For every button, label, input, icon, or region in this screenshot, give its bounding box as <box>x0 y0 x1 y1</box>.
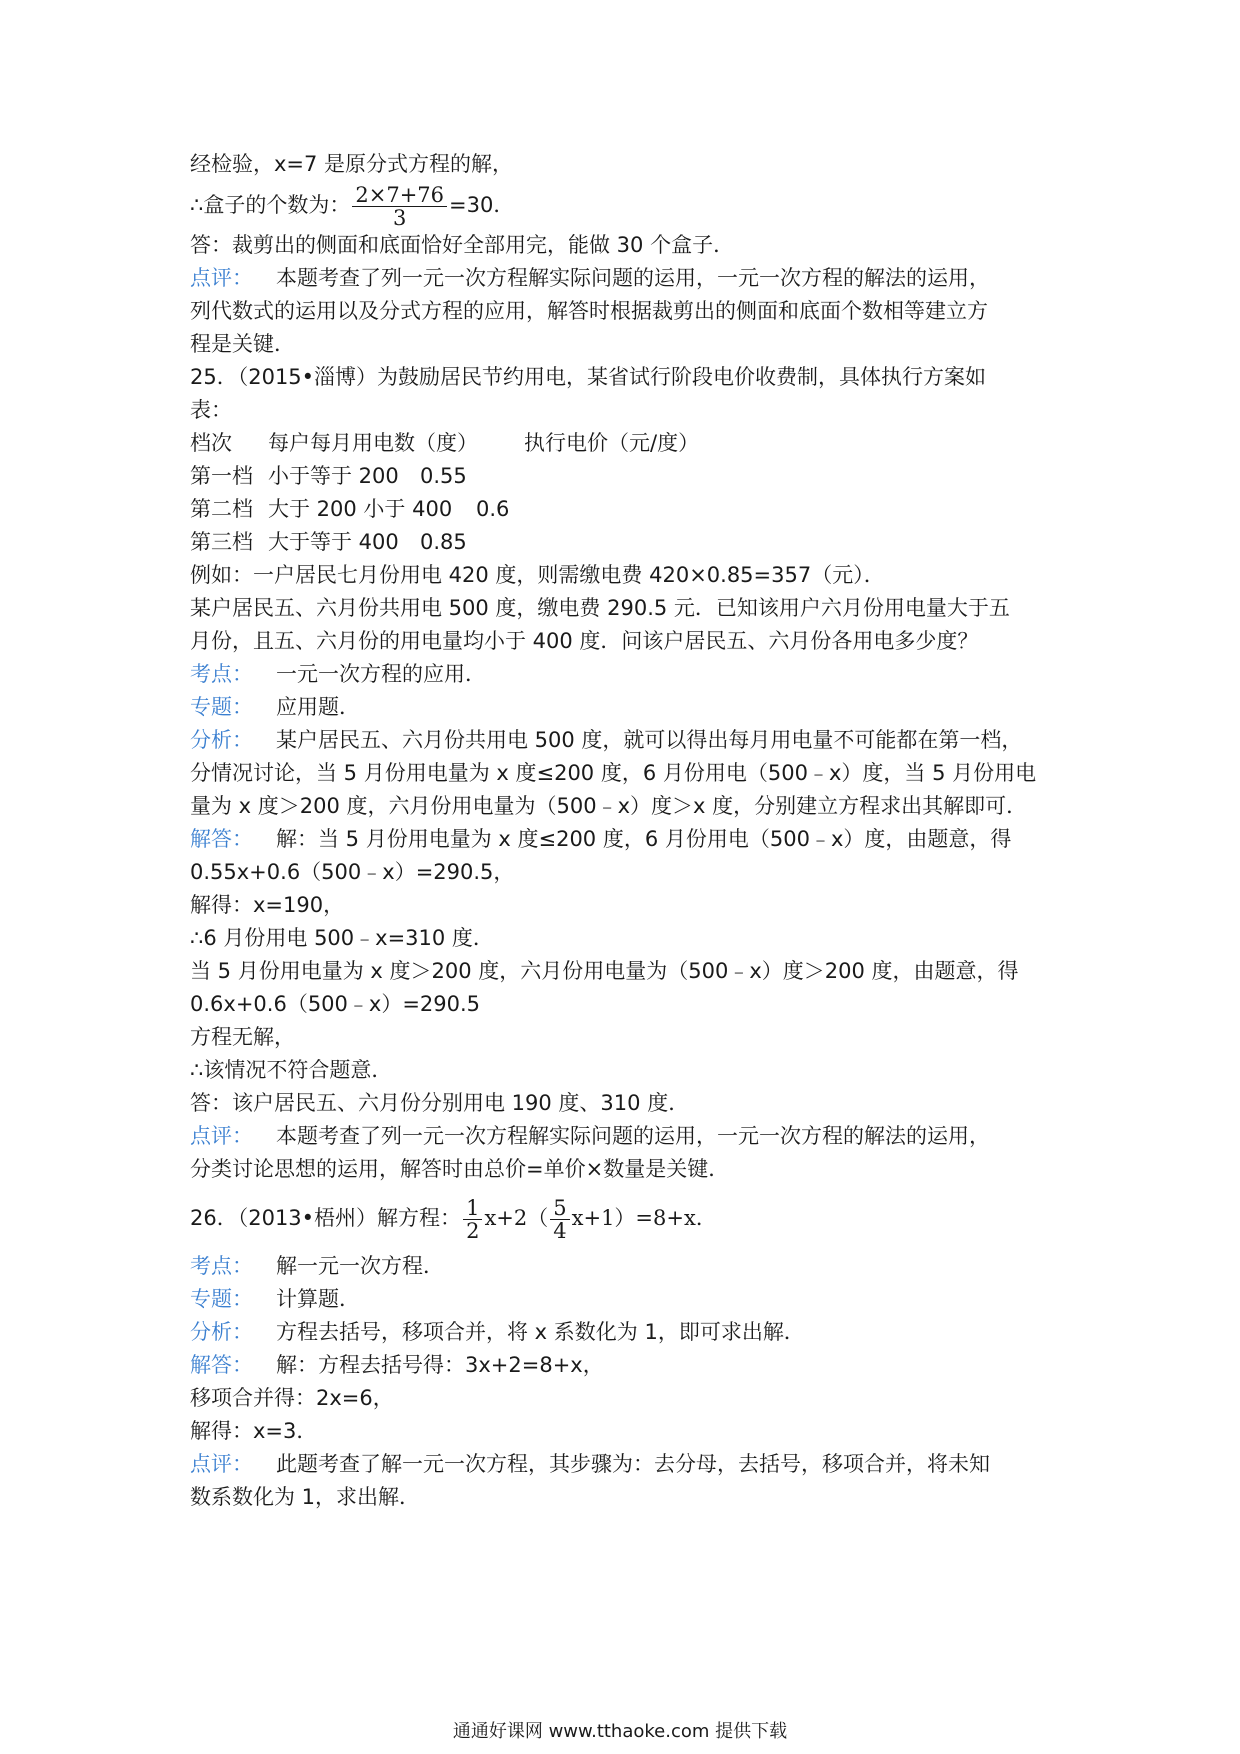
table-cell: 大于等于 400 <box>268 530 399 554</box>
text-line: 解得：x=3． <box>190 1419 318 1443</box>
fraction <box>550 1197 569 1242</box>
text-line: 分类讨论思想的运用，解答时由总价=单价×数量是关键． <box>190 1157 730 1181</box>
text-line: 程是关键． <box>190 332 295 356</box>
fraction <box>352 184 447 229</box>
fraction-numerator: 1 <box>463 1197 482 1220</box>
answer-line: 答：该户居民五、六月份分别用电 190 度、310 度． <box>190 1091 690 1115</box>
table-header-cell: 执行电价（元/度） <box>524 431 700 455</box>
fraction <box>463 1197 482 1242</box>
dianping-tag: 点评： <box>190 1452 253 1476</box>
text-line: 某户居民五、六月份共用电 500 度，缴电费 290.5 元．已知该用户六月份用电量大于五 <box>190 596 1010 620</box>
text-segment: 此题考查了解一元一次方程，其步骤为：去分母，去括号，移项合并，将未知 <box>276 1452 990 1476</box>
zhuanti-tag: 专题： <box>190 1287 253 1311</box>
answer-line: 答：裁剪出的侧面和底面恰好全部用完，能做 30 个盒子． <box>190 233 735 257</box>
zhuanti-line <box>190 691 1060 724</box>
fraction-denominator: 3 <box>393 205 407 230</box>
jieda-tag: 解答： <box>190 1353 253 1377</box>
table-row <box>190 493 1060 526</box>
fraction-numerator: 2×7+76 <box>352 184 447 207</box>
text-segment: 解：当 5 月份用电量为 x 度≤200 度，6 月份用电（500﹣x）度，由题意，得 <box>276 827 1012 851</box>
text-line: 例如：一户居民七月份用电 420 度，则需缴电费 420×0.85=357（元）． <box>190 563 885 587</box>
question-stem: 25．（2015•淄博）为鼓励居民节约用电，某省试行阶段电价收费制，具体执行方案如 <box>190 365 987 389</box>
text-line: 0.55x+0.6（500﹣x）=290.5， <box>190 860 515 884</box>
kaodian-tag: 考点： <box>190 662 253 686</box>
text-line: 分情况讨论，当 5 月份用电量为 x 度≤200 度，6 月份用电（500﹣x）度，当 5 月份用电 <box>190 761 1037 785</box>
text-line: ∴该情况不符合题意． <box>190 1058 393 1082</box>
question-stem <box>190 1186 1060 1250</box>
kaodian-line <box>190 1250 1060 1283</box>
fraction-denominator: 2 <box>466 1218 480 1243</box>
fenxi-tag: 分析： <box>190 1320 253 1344</box>
fenxi-line <box>190 724 1060 757</box>
text-line: 列代数式的运用以及分式方程的应用，解答时根据裁剪出的侧面和底面个数相等建立方 <box>190 299 988 323</box>
table-cell: 大于 200 小于 400 <box>268 497 453 521</box>
text-line: 月份，且五、六月份的用电量均小于 400 度．问该户居民五、六月份各用电多少度？ <box>190 629 979 653</box>
text-line: 移项合并得：2x=6， <box>190 1386 394 1410</box>
dianping-line <box>190 1448 1060 1481</box>
zhuanti-tag: 专题： <box>190 695 253 719</box>
table-cell: 第三档 <box>190 530 253 554</box>
text-segment: ∴盒子的个数为： <box>190 193 351 217</box>
table-row <box>190 526 1060 559</box>
table-header-cell: 档次 <box>190 431 232 455</box>
table-header-cell: 每户每月用电数（度） <box>268 431 478 455</box>
fenxi-tag: 分析： <box>190 728 253 752</box>
text-segment: 本题考查了列一元一次方程解实际问题的运用，一元一次方程的解法的运用， <box>276 266 990 290</box>
text-line: 表： <box>190 398 232 422</box>
table-row <box>190 460 1060 493</box>
text-line: 量为 x 度＞200 度，六月份用电量为（500﹣x）度＞x 度，分别建立方程求出其解即可． <box>190 794 1028 818</box>
table-cell: 0.6 <box>476 497 510 521</box>
text-line: 数系数化为 1，求出解． <box>190 1485 421 1509</box>
text-segment: 方程去括号，移项合并，将 x 系数化为 1，即可求出解． <box>276 1320 805 1344</box>
text-segment: =30． <box>449 193 515 217</box>
kaodian-tag: 考点： <box>190 1254 253 1278</box>
text-segment: 某户居民五、六月份共用电 500 度，就可以得出每月用电量不可能都在第一档， <box>276 728 1023 752</box>
comment-tag: 点评： <box>190 266 253 290</box>
jieda-tag: 解答： <box>190 827 253 851</box>
fraction-denominator: 4 <box>553 1218 567 1243</box>
formula-line <box>190 181 1060 229</box>
document-body <box>190 148 1060 1514</box>
text-segment: 应用题． <box>276 695 360 719</box>
table-cell: 第一档 <box>190 464 253 488</box>
dianping-line <box>190 1120 1060 1153</box>
table-cell: 0.55 <box>420 464 467 488</box>
table-cell: 小于等于 200 <box>268 464 399 488</box>
text-segment: 26．（2013•梧州）解方程： <box>190 1206 462 1230</box>
text-line: 当 5 月份用电量为 x 度＞200 度，六月份用电量为（500﹣x）度＞200 度，由题意，得 <box>190 959 1019 983</box>
math-segment: x+2（ <box>484 1206 549 1230</box>
table-cell: 0.85 <box>420 530 467 554</box>
fraction-numerator: 5 <box>550 1197 569 1220</box>
jieda-line <box>190 1349 1060 1382</box>
text-segment: 一元一次方程的应用． <box>276 662 486 686</box>
text-line: 解得：x=190， <box>190 893 345 917</box>
text-line: 方程无解， <box>190 1025 295 1049</box>
dianping-tag: 点评： <box>190 1124 253 1148</box>
page-footer: 通通好课网 www.tthaoke.com 提供下载 <box>452 1721 788 1742</box>
comment-line <box>190 262 1060 295</box>
text-line: ∴6 月份用电 500﹣x=310 度． <box>190 926 494 950</box>
jieda-line <box>190 823 1060 856</box>
fenxi-line <box>190 1316 1060 1349</box>
kaodian-line <box>190 658 1060 691</box>
text-segment: 解：方程去括号得：3x+2=8+x， <box>276 1353 604 1377</box>
text-segment: 本题考查了列一元一次方程解实际问题的运用，一元一次方程的解法的运用， <box>276 1124 990 1148</box>
table-cell: 第二档 <box>190 497 253 521</box>
text-line: 经检验，x=7 是原分式方程的解， <box>190 152 514 176</box>
text-line: 0.6x+0.6（500﹣x）=290.5 <box>190 992 481 1016</box>
table-header-row <box>190 427 1060 460</box>
zhuanti-line <box>190 1283 1060 1316</box>
math-segment: x+1）=8+x． <box>571 1206 717 1230</box>
text-segment: 解一元一次方程． <box>276 1254 444 1278</box>
text-segment: 计算题． <box>276 1287 360 1311</box>
